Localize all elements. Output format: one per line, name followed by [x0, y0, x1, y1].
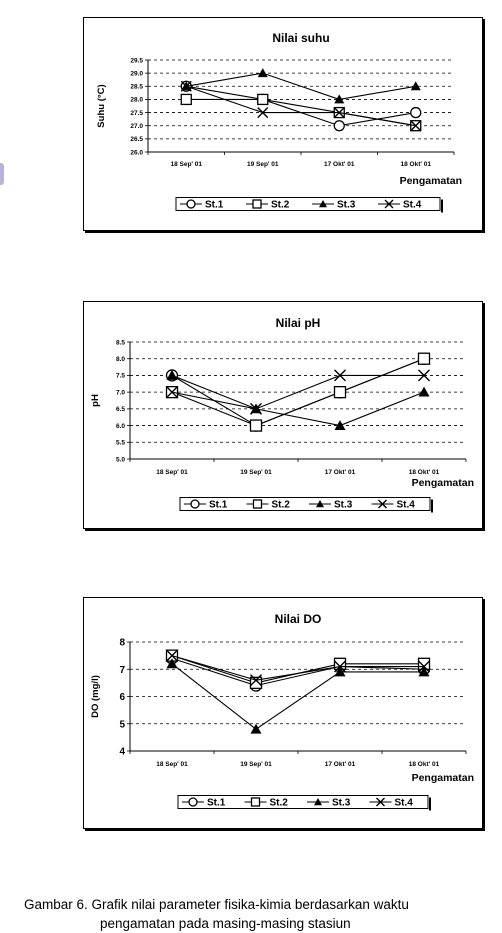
x-tick-label: 18 Sep' 01 [170, 161, 203, 168]
data-point-triangle [411, 81, 421, 90]
legend-label: St.2 [271, 499, 290, 511]
data-point-triangle [258, 68, 268, 77]
legend-label: St.2 [271, 199, 290, 211]
x-tick-label: 19 Sep' 01 [240, 761, 272, 768]
chart-ph-panel [83, 301, 483, 529]
data-point-circle [411, 108, 421, 118]
y-axis-label: DO (mg/l) [90, 675, 101, 718]
x-tick-label: 19 Sep' 01 [240, 469, 272, 476]
chart-title: Nilai DO [274, 612, 322, 626]
legend-label: St.1 [205, 199, 224, 211]
data-point-square [419, 353, 430, 364]
x-axis-label: Pengamatan [411, 772, 474, 784]
x-tick-label: 19 Sep' 01 [246, 161, 279, 168]
chart-title: Nilai pH [275, 316, 321, 330]
y-tick-label: 28.0 [130, 96, 143, 104]
legend-label: St.3 [337, 199, 356, 211]
caption-line-1: Gambar 6. Grafik nilai parameter fisika-kimia berdasarkan waktu [24, 897, 409, 912]
figure-caption [24, 895, 502, 933]
y-tick-label: 8.5 [115, 339, 125, 347]
y-tick-label: 5.0 [115, 456, 125, 464]
series-st3 [167, 370, 430, 430]
legend-marker [253, 200, 261, 208]
legend-marker [254, 500, 262, 508]
y-tick-label: 27.0 [130, 122, 143, 130]
y-tick-label: 27.5 [130, 109, 143, 117]
y-tick-label: 6.5 [115, 406, 125, 414]
y-tick-label: 29.5 [130, 57, 143, 65]
legend-label: St.4 [396, 499, 415, 511]
data-point-square [335, 387, 346, 398]
chart-do [84, 598, 482, 828]
x-tick-label: 18 Sep' 01 [156, 469, 188, 476]
series-line [172, 375, 424, 425]
x-tick-label: 18 Okt' 01 [408, 761, 440, 768]
legend-label: St.2 [269, 797, 288, 809]
data-point-circle [334, 121, 344, 131]
data-point-triangle [419, 387, 430, 397]
legend-marker [191, 500, 199, 508]
legend-label: St.3 [334, 499, 353, 511]
x-tick-label: 18 Okt' 01 [400, 161, 431, 168]
legend-label: St.4 [403, 199, 422, 211]
caption-line-2: pengamatan pada masing-masing stasiun [100, 916, 351, 931]
y-tick-label: 4 [119, 746, 125, 758]
legend-marker [252, 798, 260, 806]
legend-label: St.3 [332, 797, 351, 809]
x-tick-label: 17 Okt' 01 [324, 761, 356, 768]
chart-do-panel [83, 597, 483, 829]
chart-suhu [84, 18, 482, 230]
data-point-square [258, 94, 268, 104]
data-point-square [181, 94, 191, 104]
y-tick-label: 6.0 [115, 422, 125, 430]
legend-label: St.1 [209, 499, 228, 511]
x-tick-label: 18 Sep' 01 [156, 761, 188, 768]
x-tick-label: 17 Okt' 01 [324, 161, 355, 168]
y-tick-label: 8 [119, 637, 125, 649]
chart-suhu-panel [83, 17, 483, 231]
y-tick-label: 7.5 [115, 372, 125, 380]
y-tick-label: 7 [119, 664, 125, 676]
x-axis-label: Pengamatan [399, 175, 462, 187]
y-tick-label: 29.0 [130, 70, 143, 78]
data-point-square [251, 420, 262, 431]
chart-ph [84, 302, 482, 528]
y-tick-label: 5 [119, 719, 125, 731]
x-axis-label: Pengamatan [411, 477, 474, 489]
y-tick-label: 26.0 [130, 149, 143, 157]
y-tick-label: 6 [119, 692, 125, 703]
data-point-triangle [251, 724, 262, 734]
y-tick-label: 28.5 [130, 83, 143, 91]
legend-label: St.1 [207, 797, 226, 809]
x-tick-label: 17 Okt' 01 [324, 469, 356, 476]
y-tick-label: 8.0 [115, 355, 125, 363]
page-edge-mark [0, 163, 4, 185]
x-tick-label: 18 Okt' 01 [408, 469, 440, 476]
y-tick-label: 26.5 [130, 136, 143, 144]
y-axis-label: pH [90, 394, 101, 407]
legend-marker [189, 798, 197, 806]
chart-title: Nilai suhu [272, 31, 330, 45]
y-tick-label: 7.0 [115, 389, 125, 397]
legend-label: St.4 [394, 797, 413, 809]
legend-marker [187, 200, 195, 208]
y-tick-label: 5.5 [115, 439, 125, 447]
y-axis-label: Suhu (°C) [96, 84, 107, 128]
